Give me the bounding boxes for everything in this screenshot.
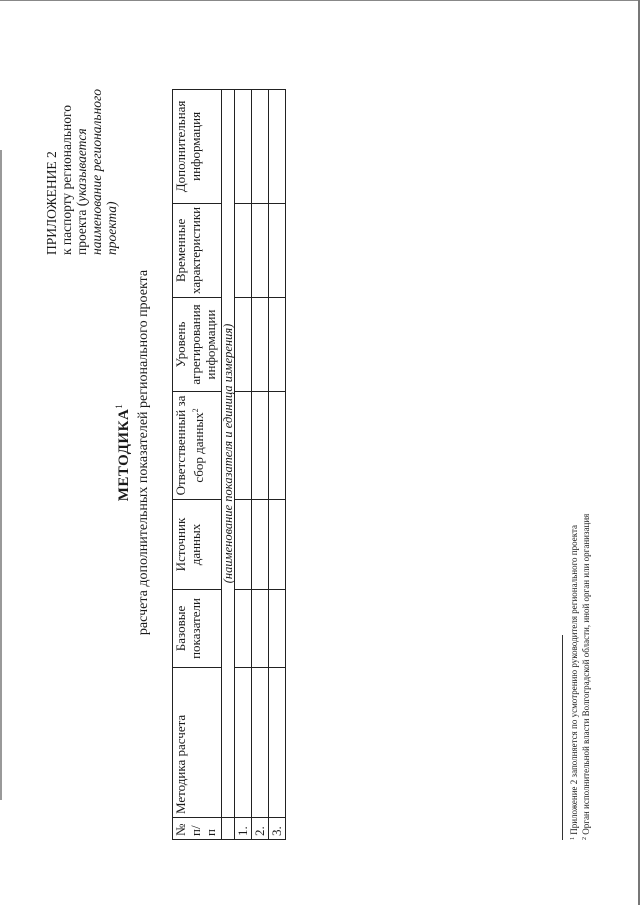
footnote-1-mark: 1	[570, 837, 576, 840]
table-cell	[252, 590, 269, 668]
footnote-2-text: Орган исполнительной власти Волгоградской области, иной орган или организация	[581, 513, 591, 835]
title-footnote-mark: 1	[114, 403, 124, 409]
table-cell	[235, 590, 252, 668]
table-cell	[235, 668, 252, 818]
table-row	[252, 89, 269, 839]
header-aggregation-level: Уровень агрегирования информации	[173, 298, 222, 392]
table-cell	[269, 298, 286, 392]
row-number: 1.	[235, 818, 252, 840]
table-cell	[252, 203, 269, 297]
table-cell	[235, 203, 252, 297]
table-cell	[252, 89, 269, 203]
table-row	[269, 89, 286, 839]
footnote-1-text: Приложение 2 заполняется по усмотрению руководителя регионального проекта	[569, 525, 579, 835]
subheader-empty-cell	[222, 818, 235, 840]
table-cell	[252, 392, 269, 500]
table-cell	[269, 590, 286, 668]
table-cell	[235, 500, 252, 590]
table-row	[235, 89, 252, 839]
footnote-separator	[562, 635, 563, 840]
table-subheader-row	[222, 89, 235, 839]
subheader-caption: (наименование показателя и единица измерения)	[222, 89, 235, 817]
document-title	[114, 0, 133, 905]
table-cell	[252, 668, 269, 818]
appendix-line-2: к паспорту регионального	[59, 105, 74, 255]
footnote-1	[568, 525, 579, 840]
header-number: № п/п	[173, 818, 222, 840]
header-method: Методика расчета	[173, 668, 222, 818]
footnote-2-mark: 2	[582, 837, 588, 840]
row-number: 3.	[269, 818, 286, 840]
table-cell	[269, 500, 286, 590]
appendix-note	[44, 0, 119, 255]
appendix-line-3	[74, 0, 89, 255]
appendix-line-4: наименование регионального	[89, 88, 104, 255]
table-cell	[269, 203, 286, 297]
header-additional-info: Дополнительная информация	[173, 89, 222, 203]
table-cell	[235, 392, 252, 500]
header-data-source: Источник данных	[173, 500, 222, 590]
appendix-line-3-plain: проекта (	[74, 201, 89, 255]
table-header-row	[173, 89, 222, 839]
document-subtitle: расчета дополнительных показателей регионального проекта	[136, 269, 151, 636]
table-cell	[269, 89, 286, 203]
header-footnote-mark: 2	[191, 408, 200, 413]
row-number: 2.	[252, 818, 269, 840]
table-cell	[269, 392, 286, 500]
table-cell	[235, 298, 252, 392]
table-cell	[252, 500, 269, 590]
document-title-text: МЕТОДИКА	[116, 408, 132, 502]
header-responsible-text: Ответственный за сбор данных	[173, 395, 206, 496]
appendix-line-1: ПРИЛОЖЕНИЕ 2	[44, 151, 59, 255]
table-cell	[252, 298, 269, 392]
header-time-characteristics: Временные характеристики	[173, 203, 222, 297]
methodology-table	[172, 89, 286, 840]
table-cell	[235, 89, 252, 203]
header-base-indicators: Базовые показатели	[173, 590, 222, 668]
footnote-2	[580, 514, 591, 840]
appendix-line-5: проекта)	[104, 201, 119, 255]
appendix-line-3-italic: указывается	[74, 128, 89, 202]
header-responsible	[173, 392, 222, 500]
table-cell	[269, 668, 286, 818]
